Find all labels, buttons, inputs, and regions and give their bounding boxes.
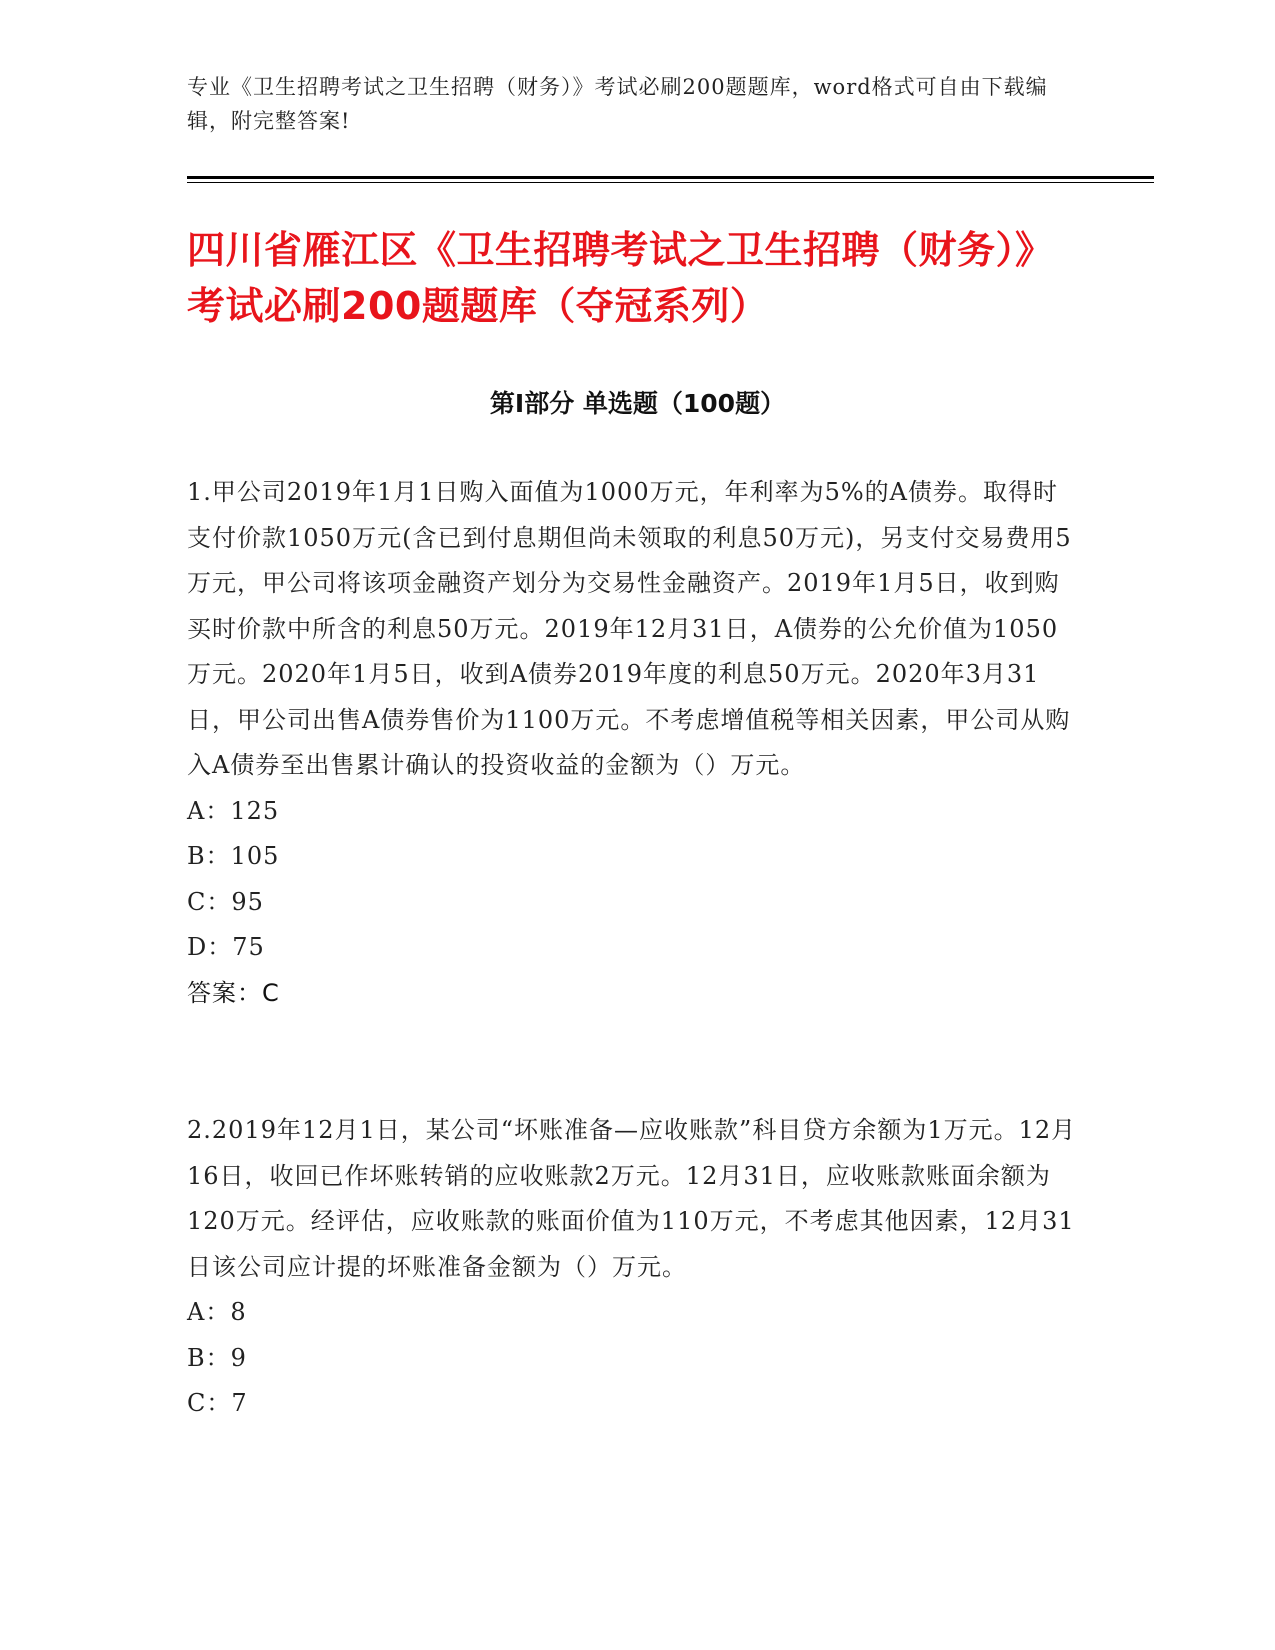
answer-text: 答案：C (187, 978, 280, 1007)
header-note: 专业《卫生招聘考试之卫生招聘（财务）》考试必刷200题题库，word格式可自由下载编辑，附完整答案! (187, 75, 1048, 133)
section-title: 第I部分 单选题（100题） (489, 389, 786, 418)
option-c: C：7 (187, 1389, 248, 1417)
document-title: 四川省雁江区《卫生招聘考试之卫生招聘（财务）》考试必刷200题题库（夺冠系列） (187, 228, 1054, 328)
question-text: 2.2019年12月1日，某公司“坏账准备—应收账款”科目贷方余额为1万元。12月16日，收回已作坏账转销的应收账款2万元。12月31日，应收账款账面余额为120万元。经评估，应收账款的账面价值为110万元，不考虑其他因素，12月31日该公司应计提的坏账准备金额为（）万元。 (187, 1116, 1077, 1281)
option-b: B：9 (187, 1343, 247, 1372)
option-d: D：75 (187, 933, 265, 961)
header-divider-thin (187, 182, 1154, 183)
option-list (187, 789, 1077, 971)
option-b: B：105 (187, 842, 280, 870)
option-list (187, 1290, 1077, 1427)
option-a: A：125 (187, 796, 280, 825)
option-c: C：95 (187, 887, 264, 916)
option-a: A：8 (187, 1298, 247, 1326)
question-text: 1.甲公司2019年1月1日购入面值为1000万元，年利率为5%的A债券。取得时支付价款1050万元(含已到付息期但尚未领取的利息50万元)，另支付交易费用5万元，甲公司将该项金融资产划分为交易性金融资产。2019年1月5日，收到购买时价款中所含的利息50万元。2019年12月31日，A债券的公允价值为1050万元。2020年1月5日，收到A债券2019年度的利息50万元。2020年3月31日，甲公司出售A债券售价为1100万元。不考虑增值税等相关因素，甲公司从购入A债券至出售累计确认的投资收益的金额为（）万元。 (187, 478, 1072, 779)
question-1 (187, 470, 1077, 1016)
question-2 (187, 1108, 1077, 1427)
header-divider-thick (187, 176, 1154, 179)
